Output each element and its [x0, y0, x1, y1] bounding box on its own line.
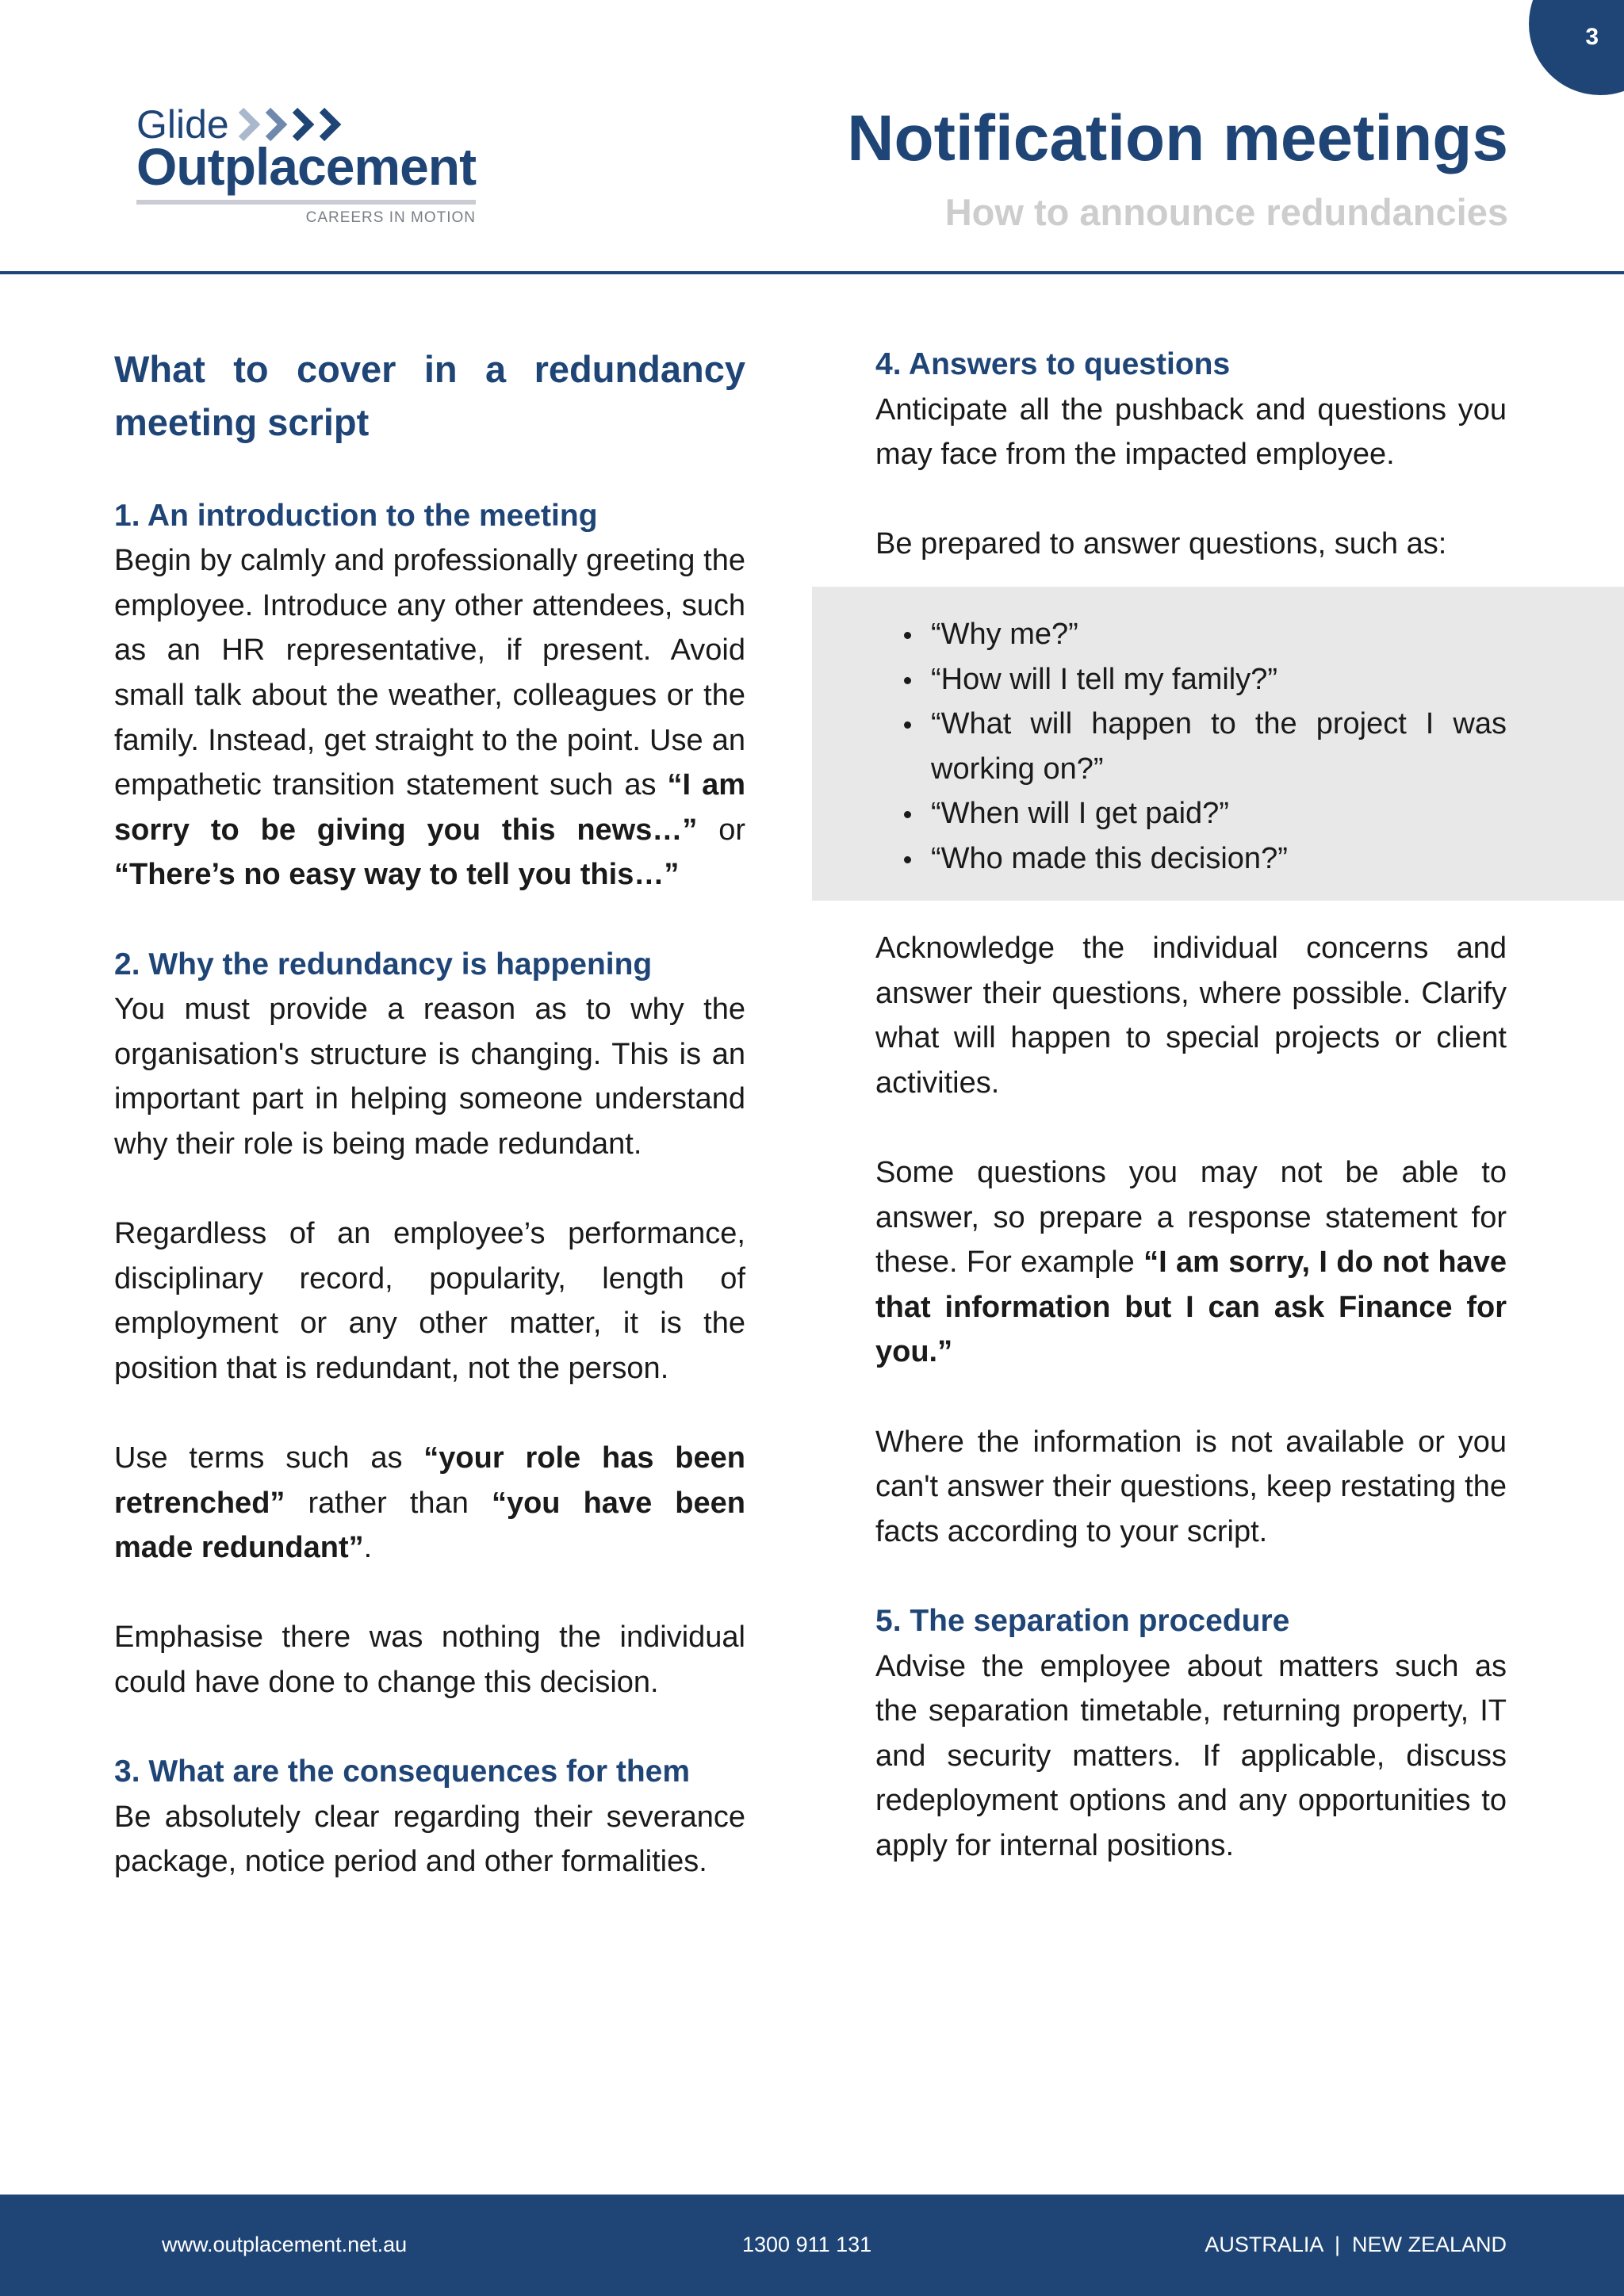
- introduction-text-b: or: [697, 813, 745, 847]
- footer-website-link[interactable]: www.outplacement.net.au: [162, 2233, 408, 2256]
- why-p3-text-a: Use terms such as: [114, 1441, 424, 1475]
- page-subtitle: How to announce redundancies: [944, 191, 1508, 233]
- list-item: “Why me?”: [875, 612, 1507, 657]
- logo-tagline: CAREERS IN MOTION: [305, 209, 476, 226]
- heading-introduction: 1. An introduction to the meeting: [114, 498, 598, 533]
- questions-list: [875, 612, 1507, 882]
- page-number: 3: [1585, 24, 1599, 50]
- answers-paragraph-4: [875, 1150, 1507, 1375]
- why-p3-quote-b: “you have been made redundant”: [114, 1486, 745, 1565]
- logo-underline: [136, 200, 476, 205]
- consequences-paragraph: Be absolutely clear regarding their severance package, notice period and other formalities.: [114, 1800, 745, 1879]
- page-title: Notification meetings: [847, 102, 1508, 174]
- why-paragraph-1: You must provide a reason as to why the organisation's structure is changing. This is an important part in helping someone understand why their role is being made redundant.: [114, 993, 745, 1161]
- separation-paragraph: Advise the employee about matters such as the separation timetable, returning property, IT and security matters. If applicable, discuss redeployment options and any opportunities to apply for internal positions.: [875, 1649, 1507, 1862]
- answers-p4-quote: “I am sorry, I do not have that information but I can ask Finance for you.”: [875, 1246, 1507, 1369]
- introduction-quote-b: “There’s no easy way to tell you this…”: [114, 858, 680, 892]
- list-item: “Who made this decision?”: [875, 836, 1507, 882]
- header-divider: [0, 271, 1624, 274]
- footer-phone: 1300 911 131: [742, 2233, 872, 2256]
- why-paragraph-4: Emphasise there was nothing the individual could have done to change this decision.: [114, 1621, 745, 1700]
- right-column-lower: [875, 926, 1507, 1868]
- heading-answers: 4. Answers to questions: [875, 347, 1231, 381]
- answers-paragraph-2: Be prepared to answer questions, such as:: [875, 527, 1447, 561]
- answers-paragraph-5: Where the information is not available or you can't answer their questions, keep restating the facts according to your script.: [875, 1425, 1507, 1548]
- heading-why-redundancy: 2. Why the redundancy is happening: [114, 947, 653, 982]
- answers-paragraph-3: Acknowledge the individual concerns and answer their questions, where possible. Clarify what will happen to special projects or client activities.: [875, 932, 1507, 1100]
- answers-paragraph-1: Anticipate all the pushback and questions you may face from the impacted employee.: [875, 392, 1507, 472]
- heading-consequences: 3. What are the consequences for them: [114, 1755, 691, 1789]
- section-title: What to cover in a redundancy meeting script: [114, 348, 745, 443]
- footer-bar: [0, 2195, 1624, 2296]
- list-item: “When will I get paid?”: [875, 791, 1507, 836]
- logo-glide-text: Glide: [136, 102, 229, 147]
- page-number-badge: [1529, 0, 1624, 95]
- introduction-quote-a: “I am sorry to be giving you this news…”: [114, 768, 745, 847]
- company-logo: [136, 101, 477, 228]
- logo-outplacement-text: Outplacement: [136, 137, 477, 196]
- introduction-paragraph: [114, 538, 745, 897]
- heading-separation: 5. The separation procedure: [875, 1603, 1290, 1638]
- why-p3-text-c: .: [363, 1531, 373, 1565]
- why-paragraph-2: Regardless of an employee’s performance, disciplinary record, popularity, length of employment or any other matter, it is the position that is redundant, not the person.: [114, 1217, 745, 1385]
- answers-p4-text: Some questions you may not be able to answer, so prepare a response statement for these. For example: [875, 1155, 1507, 1280]
- right-column: [875, 342, 1507, 567]
- why-p3-quote-a: “your role has been retrenched”: [114, 1441, 745, 1520]
- left-column: [114, 342, 745, 1885]
- footer-regions: AUSTRALIA | NEW ZEALAND: [1205, 2233, 1507, 2256]
- why-paragraph-3: [114, 1436, 745, 1571]
- list-item: “How will I tell my family?”: [875, 657, 1507, 702]
- introduction-text-a: Begin by calmly and professionally greeting the employee. Introduce any other attendees, such as an HR representative, if present. Avoid small talk about the weather, colleagues or the family. Instead, get straight to the point. Use an empathetic transition statement such as: [114, 544, 745, 802]
- list-item: “What will happen to the project I was working on?”: [875, 702, 1507, 791]
- why-p3-text-b: rather than: [285, 1486, 492, 1520]
